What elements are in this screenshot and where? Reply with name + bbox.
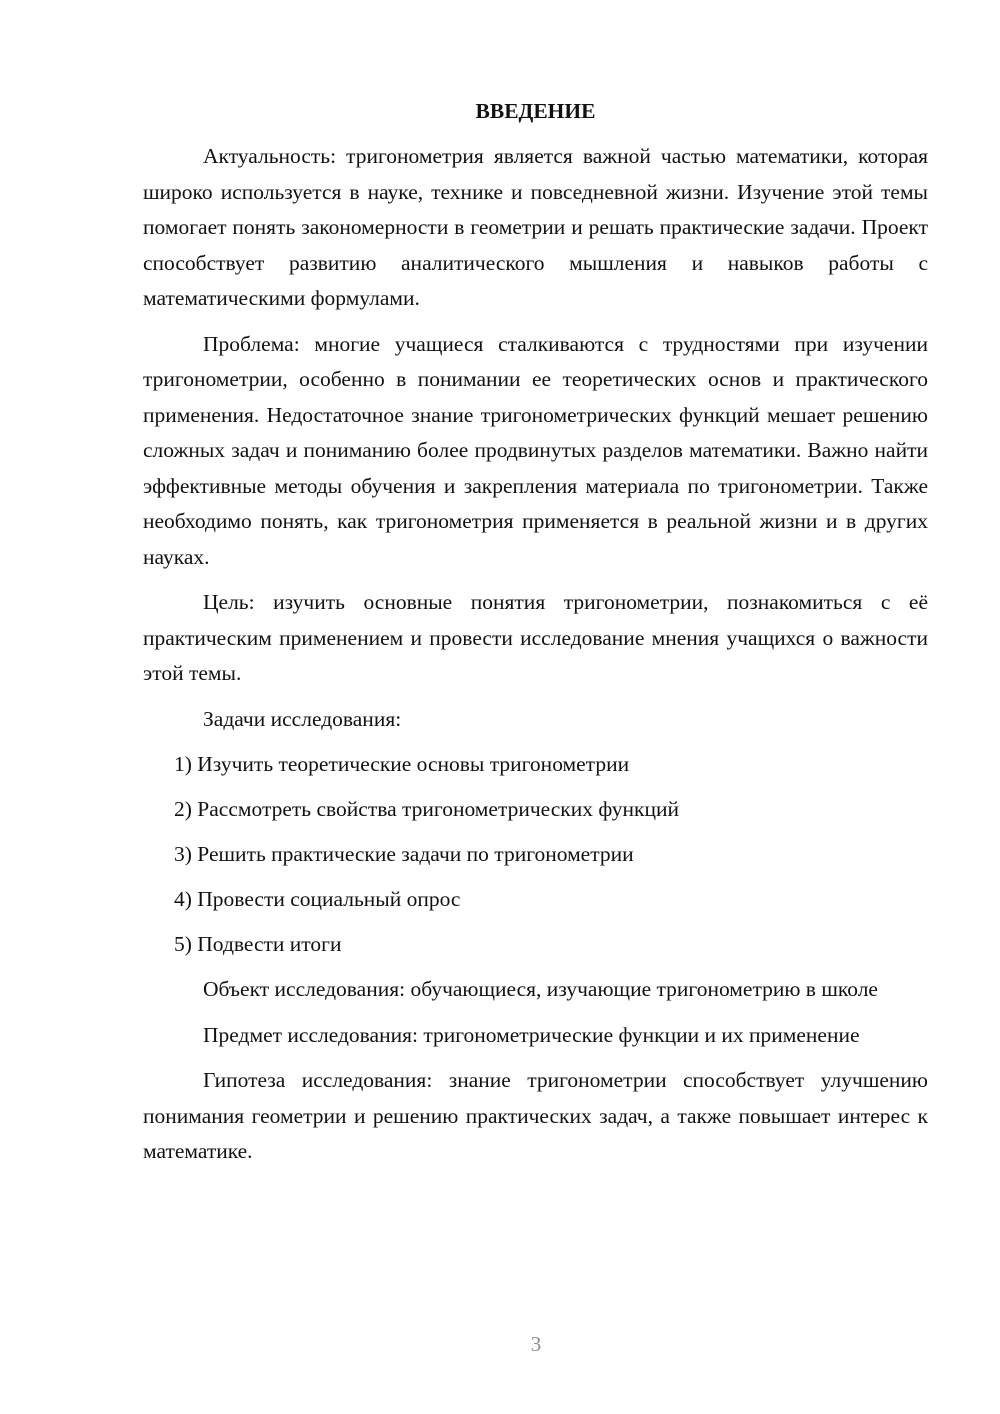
list-item: 4) Провести социальный опрос — [174, 887, 461, 911]
tasks-list — [143, 747, 928, 962]
tasks-title: Задачи исследования: — [203, 706, 402, 731]
paragraph-relevance: Актуальность: тригонометрия является важной частью математики, которая широко используется в науке, технике и повседневной жизни. Изучение этой темы помогает понять закономерности в геометрии и решать практические задачи. Проект способствует развитию аналитического мышления и навыков работы с математическими формулами. — [143, 144, 928, 310]
list-item: 2) Рассмотреть свойства тригонометрических функций — [174, 797, 679, 821]
list-item: 1) Изучить теоретические основы тригонометрии — [174, 752, 630, 776]
page-number: 3 — [530, 1332, 542, 1356]
paragraph-hypothesis: Гипотеза исследования: знание тригонометрии способствует улучшению понимания геометрии и решению практических задач, а также повышает интерес к математике. — [143, 1068, 928, 1163]
list-item: 3) Решить практические задачи по тригонометрии — [174, 842, 634, 866]
paragraph-object: Объект исследования: обучающиеся, изучающие тригонометрию в школе — [203, 977, 878, 1001]
paragraph-subject: Предмет исследования: тригонометрические функции и их применение — [203, 1022, 860, 1047]
page-number-footer — [0, 1332, 1000, 1357]
paragraph-problem: Проблема: многие учащиеся сталкиваются с трудностями при изучении тригонометрии, особенно в понимании ее теоретических основ и практического применения. Недостаточное знание тригонометрических функций мешает решению сложных задач и пониманию более продвинутых разделов математики. Важно найти эффективные методы обучения и закрепления материала по тригонометрии. Также необходимо понять, как тригонометрия применяется в реальной жизни и в других науках. — [143, 331, 928, 569]
list-item: 5) Подвести итоги — [174, 932, 342, 956]
paragraph-goal: Цель: изучить основные понятия тригонометрии, познакомиться с её практическим применением и провести исследование мнения учащихся о важности этой темы. — [143, 590, 928, 685]
section-heading: ВВЕДЕНИЕ — [475, 99, 596, 123]
page-content — [143, 94, 928, 1180]
